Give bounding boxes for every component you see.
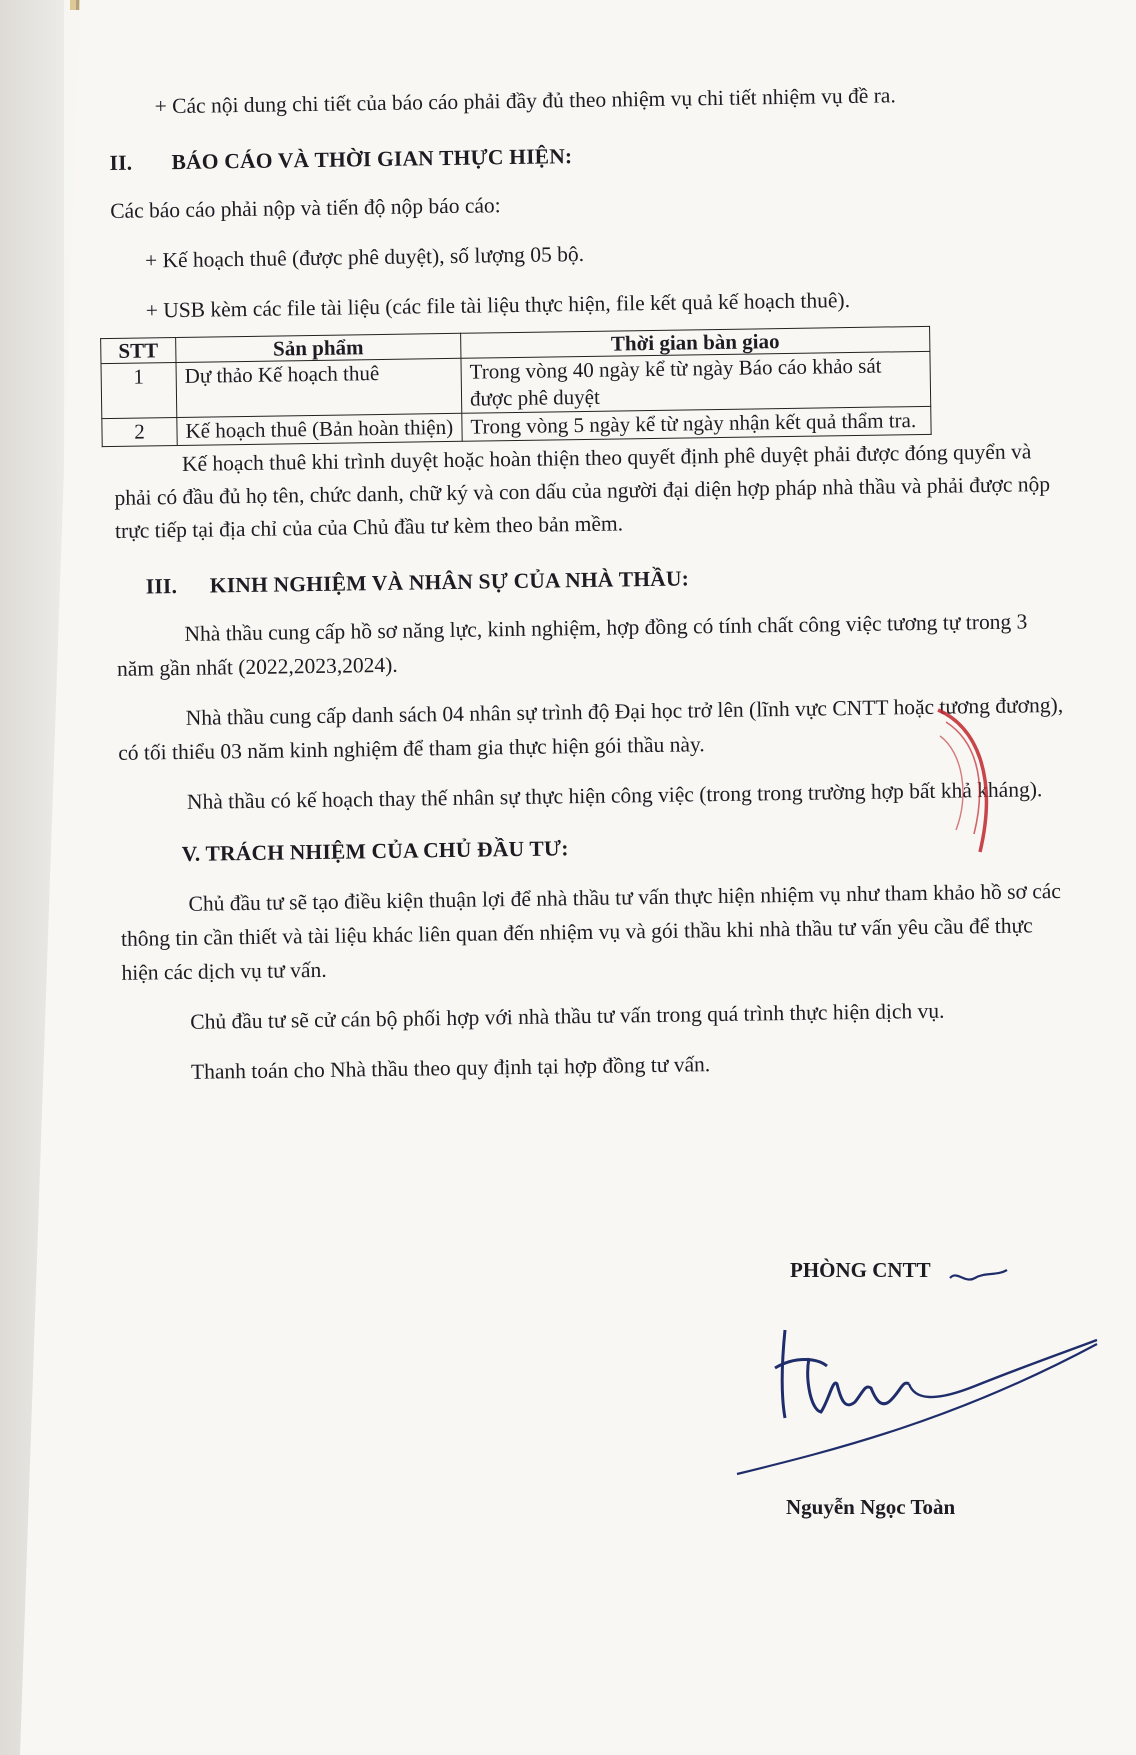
table-cell-stt: 2 [102,418,177,447]
table-header-delivery-time: Thời gian bàn giao [461,326,930,358]
table-cell-delivery-time: Trong vòng 5 ngày kể từ ngày nhận kết quả thẩm tra. [462,406,931,441]
department-name: PHÒNG CNTT [790,1258,931,1282]
intro-bullet: + Các nội dung chi tiết của báo cáo phải đầy đủ theo nhiệm vụ chi tiết nhiệm vụ đề ra. [154,83,896,119]
section-2-heading [109,132,1059,180]
section-2-note: Kế hoạch thuê khi trình duyệt hoặc hoàn thiện theo quyết định phê duyệt phải được đóng quyển và phải có đầu đủ họ tên, chức danh, chữ ký và con dấu của người đại diện hợp pháp nhà thầu và phải được nộp trực tiếp tại địa chỉ của của Chủ đầu tư kèm theo bản mềm. [114,439,1051,543]
section-5-paragraph-1: Chủ đầu tư sẽ tạo điều kiện thuận lợi để nhà thầu tư vấn thực hiện nhiệm vụ như tham khảo hồ sơ các thông tin cần thiết và tài liệu khác liên quan đến nhiệm vụ và gói thầu khi nhà thầu tư vấn yêu cầu để thực hiện các dịch vụ tư vấn. [120,878,1062,985]
section-2-bullet-1: + Kế hoạch thuê (được phê duyệt), số lượng 05 bộ. [144,241,585,273]
section-5-heading: V. TRÁCH NHIỆM CỦA CHỦ ĐẦU TƯ: [181,836,569,866]
section-2-number: II. [109,150,133,175]
table-cell-stt: 1 [101,363,177,419]
section-2-intro: Các báo cáo phải nộp và tiến độ nộp báo cáo: [110,193,501,223]
section-3-number: III. [145,574,178,599]
section-3-paragraph-1: Nhà thầu cung cấp hồ sơ năng lực, kinh nghiệm, hợp đồng có tính chất công việc tương tự trong 3 năm gần nhất (2022,2023,2024). [116,609,1028,681]
section-5-paragraph-3: Thanh toán cho Nhà thầu theo quy định tại hợp đồng tư vấn. [190,1052,711,1084]
table-header-stt: STT [101,338,176,364]
table-cell-product: Dự thảo Kế hoạch thuê [176,358,462,417]
red-stamp-mark [936,706,1006,856]
table-cell-product: Kế hoạch thuê (Bản hoàn thiện) [177,413,462,445]
table-header-product: Sản phẩm [176,333,461,362]
section-3-paragraph-2: Nhà thầu cung cấp danh sách 04 nhân sự trình độ Đại học trở lên (lĩnh vực CNTT hoặc tương đương), có tối thiểu 03 năm kinh nghiệm để tham gia thực hiện gói thầu này. [118,692,1064,765]
handwritten-signature [725,1260,1105,1490]
section-3-heading [146,556,1066,604]
document-body [108,46,1073,1090]
table-cell-delivery-time: Trong vòng 40 ngày kể từ ngày Báo cáo khảo sát được phê duyệt [461,351,931,413]
signer-name: Nguyễn Ngọc Toàn [786,1495,956,1519]
section-3-paragraph-3: Nhà thầu có kế hoạch thay thế nhân sự thực hiện công việc (trong trong trường hợp bất khả kháng). [186,777,1043,814]
section-2-title: BÁO CÁO VÀ THỜI GIAN THỰC HIỆN: [171,144,573,175]
section-5-paragraph-2: Chủ đầu tư sẽ cử cán bộ phối hợp với nhà thầu tư vấn trong quá trình thực hiện dịch vụ. [190,998,945,1034]
section-3-title: KINH NGHIỆM VÀ NHÂN SỰ CỦA NHÀ THẦU: [209,566,690,598]
deliverables-table [100,326,932,447]
section-2-bullet-2: + USB kèm các file tài liệu (các file tài liệu thực hiện, file kết quả kế hoạch thuê). [145,288,851,323]
